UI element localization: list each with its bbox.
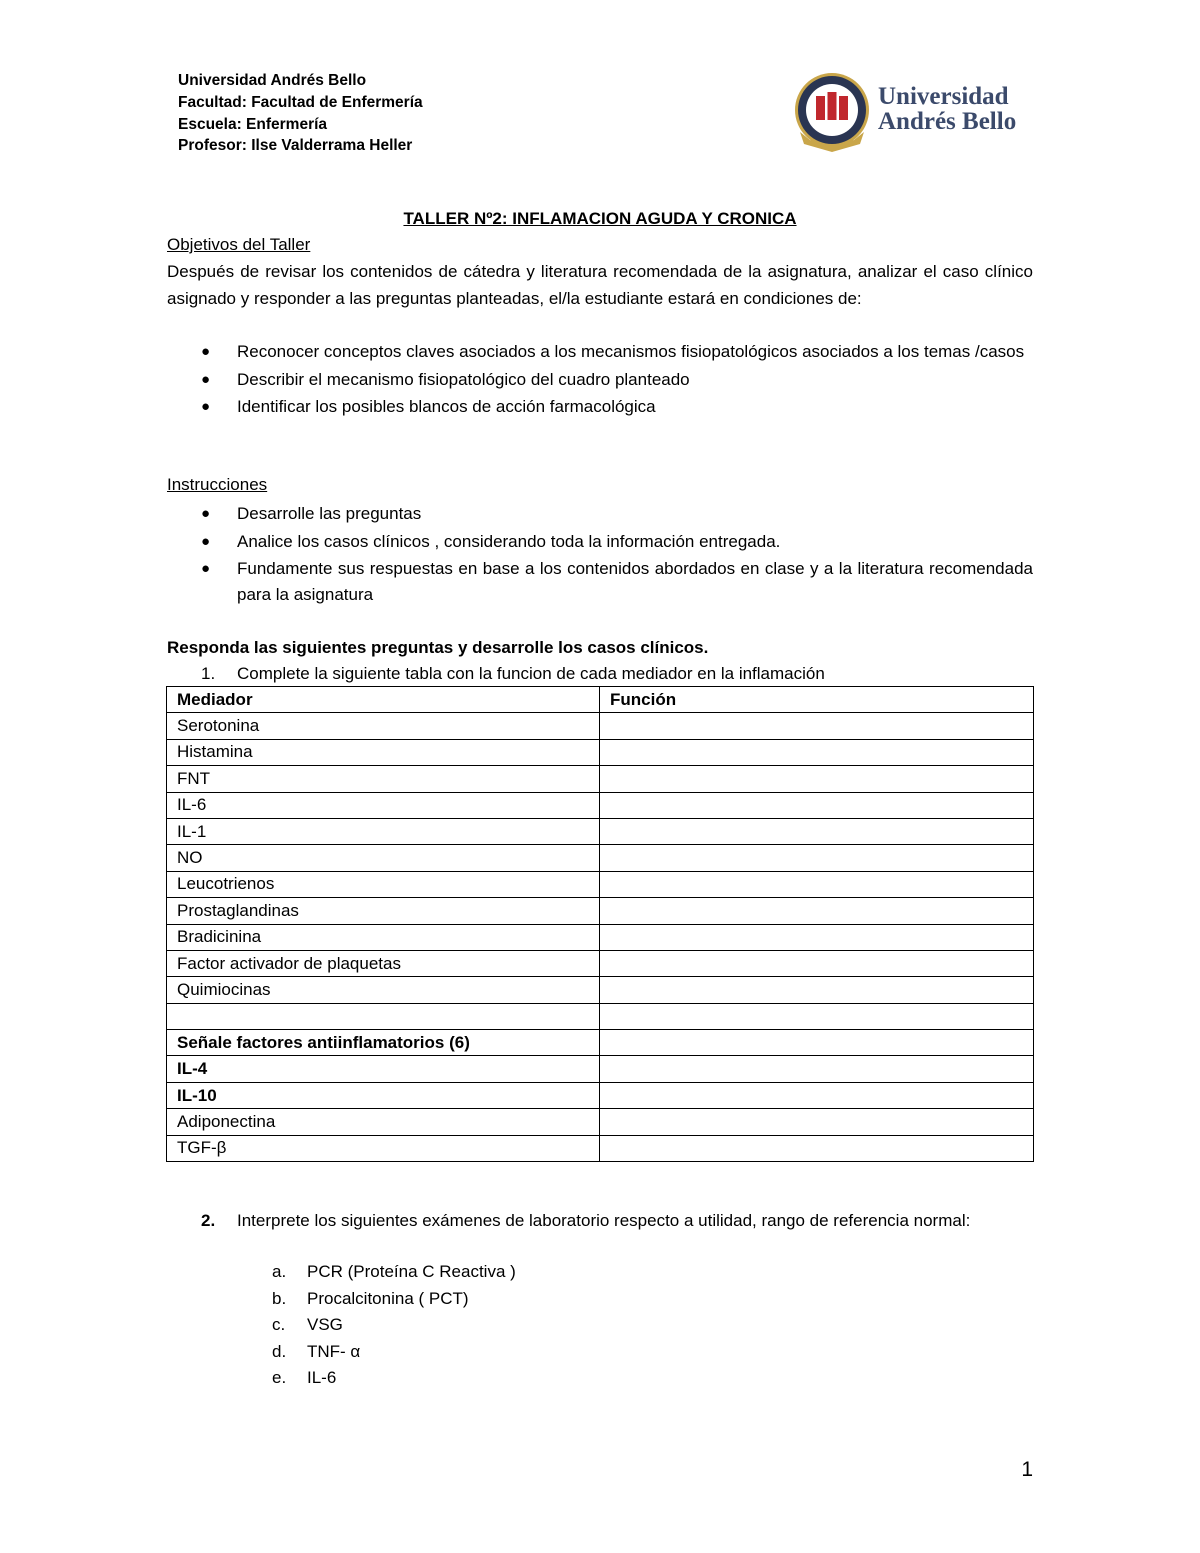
mediator-cell: Prostaglandinas xyxy=(167,898,600,924)
logo-line-1: Universidad xyxy=(878,83,1009,110)
table-row xyxy=(167,766,1034,792)
logo-wordmark xyxy=(878,84,1016,134)
instruction-text: Analice los casos clínicos , considerando toda la información entregada. xyxy=(237,531,781,551)
mediator-cell xyxy=(167,1003,600,1029)
table-row xyxy=(167,924,1034,950)
function-cell[interactable] xyxy=(600,1030,1034,1056)
column-header-mediator: Mediador xyxy=(167,687,600,713)
bullet-icon: ● xyxy=(201,505,211,522)
list-item xyxy=(167,1312,1033,1339)
table-row xyxy=(167,977,1034,1003)
function-cell[interactable] xyxy=(600,766,1034,792)
university-logo xyxy=(792,70,1032,156)
mediators-table xyxy=(166,686,1034,1162)
list-item xyxy=(167,394,1033,420)
school-name: Escuela: Enfermería xyxy=(178,115,328,133)
bullet-icon: ● xyxy=(201,560,211,577)
faculty-name: Facultad: Facultad de Enfermería xyxy=(178,93,423,111)
page-title: TALLER Nº2: INFLAMACION AGUDA Y CRONICA xyxy=(403,209,797,228)
table-row xyxy=(167,898,1034,924)
mediator-cell: FNT xyxy=(167,766,600,792)
list-item xyxy=(167,501,1033,527)
function-cell[interactable] xyxy=(600,845,1034,871)
item-text: TNF- α xyxy=(307,1341,361,1361)
objectives-list xyxy=(167,339,1033,422)
table-row xyxy=(167,1056,1034,1082)
item-label: a. xyxy=(272,1262,287,1281)
mediator-cell: IL-4 xyxy=(167,1056,600,1082)
bullet-icon: ● xyxy=(201,343,211,360)
mediator-cell: TGF-β xyxy=(167,1135,600,1161)
column-header-function: Función xyxy=(600,687,1034,713)
item-label: e. xyxy=(272,1368,287,1388)
question-2 xyxy=(167,1208,1033,1234)
mediator-cell: Histamina xyxy=(167,739,600,765)
lab-tests-list xyxy=(167,1259,1033,1392)
function-cell[interactable] xyxy=(600,1056,1034,1082)
table-row xyxy=(167,1003,1034,1029)
objective-text: Reconocer conceptos claves asociados a los mecanismos fisiopatológicos asociados a los temas /casos xyxy=(237,342,1025,361)
function-cell[interactable] xyxy=(600,924,1034,950)
function-cell[interactable] xyxy=(600,977,1034,1003)
function-cell[interactable] xyxy=(600,950,1034,976)
table-row xyxy=(167,713,1034,739)
list-item xyxy=(167,556,1033,608)
item-text: VSG xyxy=(307,1315,343,1335)
bullet-icon: ● xyxy=(201,532,211,550)
item-label: b. xyxy=(272,1288,287,1308)
item-text: PCR (Proteína C Reactiva ) xyxy=(307,1262,516,1281)
table-row xyxy=(167,1109,1034,1135)
table-row xyxy=(167,1082,1034,1108)
mediator-cell: Quimiocinas xyxy=(167,977,600,1003)
objective-text: Describir el mecanismo fisiopatológico del cuadro planteado xyxy=(237,369,690,389)
table-row xyxy=(167,845,1034,871)
function-cell[interactable] xyxy=(600,739,1034,765)
mediator-cell: IL-10 xyxy=(167,1082,600,1108)
bullet-icon: ● xyxy=(201,398,211,415)
objectives-heading: Objetivos del Taller xyxy=(167,235,311,254)
mediator-cell: IL-1 xyxy=(167,818,600,844)
function-cell[interactable] xyxy=(600,1135,1034,1161)
item-label: c. xyxy=(272,1315,286,1335)
instruction-text: Fundamente sus respuestas en base a los contenidos abordados en clase y a la literatura recomendada para la asignatura xyxy=(237,559,1033,604)
function-cell[interactable] xyxy=(600,871,1034,897)
list-item xyxy=(167,529,1033,555)
function-cell[interactable] xyxy=(600,1003,1034,1029)
mediator-cell: NO xyxy=(167,845,600,871)
function-cell[interactable] xyxy=(600,1109,1034,1135)
mediator-cell: Señale factores antiinflamatorios (6) xyxy=(167,1030,600,1056)
list-item xyxy=(167,1286,1033,1313)
mediator-cell: Bradicinina xyxy=(167,924,600,950)
question-number: 1. xyxy=(201,664,216,683)
instructions-heading: Instrucciones xyxy=(167,475,268,494)
question-1 xyxy=(167,661,1033,687)
instruction-text: Desarrolle las preguntas xyxy=(237,504,422,523)
mediator-cell: Serotonina xyxy=(167,713,600,739)
objective-text: Identificar los posibles blancos de acción farmacológica xyxy=(237,397,656,416)
function-cell[interactable] xyxy=(600,1082,1034,1108)
function-cell[interactable] xyxy=(600,898,1034,924)
item-text: Procalcitonina ( PCT) xyxy=(307,1288,469,1308)
header-info xyxy=(178,70,423,157)
question-text: Interprete los siguientes exámenes de laboratorio respecto a utilidad, rango de referencia normal: xyxy=(237,1211,971,1230)
table-row xyxy=(167,739,1034,765)
table-row xyxy=(167,818,1034,844)
bullet-icon: ● xyxy=(201,370,211,388)
table-row xyxy=(167,1135,1034,1161)
instructions-list xyxy=(167,501,1033,610)
professor-name: Profesor: Ilse Valderrama Heller xyxy=(178,137,413,155)
seal-icon xyxy=(792,70,872,156)
mediator-cell: Leucotrienos xyxy=(167,871,600,897)
item-text: IL-6 xyxy=(307,1368,337,1388)
list-item xyxy=(167,1365,1033,1392)
question-text: Complete la siguiente tabla con la funcion de cada mediador en la inflamación xyxy=(237,664,825,683)
list-item xyxy=(167,1339,1033,1366)
questions-heading: Responda las siguientes preguntas y desarrolle los casos clínicos. xyxy=(167,638,709,657)
university-name: Universidad Andrés Bello xyxy=(178,72,367,89)
page-number: 1 xyxy=(1021,1458,1033,1481)
list-item xyxy=(167,367,1033,393)
function-cell[interactable] xyxy=(600,818,1034,844)
item-label: d. xyxy=(272,1341,287,1361)
logo-line-2: Andrés Bello xyxy=(878,108,1017,135)
function-cell[interactable] xyxy=(600,792,1034,818)
question-number: 2. xyxy=(201,1211,216,1230)
table-header-row xyxy=(167,687,1034,713)
mediator-cell: Adiponectina xyxy=(167,1109,600,1135)
mediator-cell: Factor activador de plaquetas xyxy=(167,950,600,976)
table-row xyxy=(167,871,1034,897)
function-cell[interactable] xyxy=(600,713,1034,739)
table-row xyxy=(167,1030,1034,1056)
objectives-intro: Después de revisar los contenidos de cátedra y literatura recomendada de la asignatura, analizar el caso clínico asignado y responder a las preguntas planteadas, el/la estudiante estará en condiciones de: xyxy=(167,262,1033,308)
mediator-cell: IL-6 xyxy=(167,792,600,818)
table-row xyxy=(167,950,1034,976)
list-item xyxy=(167,339,1033,365)
list-item xyxy=(167,1259,1033,1286)
table-row xyxy=(167,792,1034,818)
